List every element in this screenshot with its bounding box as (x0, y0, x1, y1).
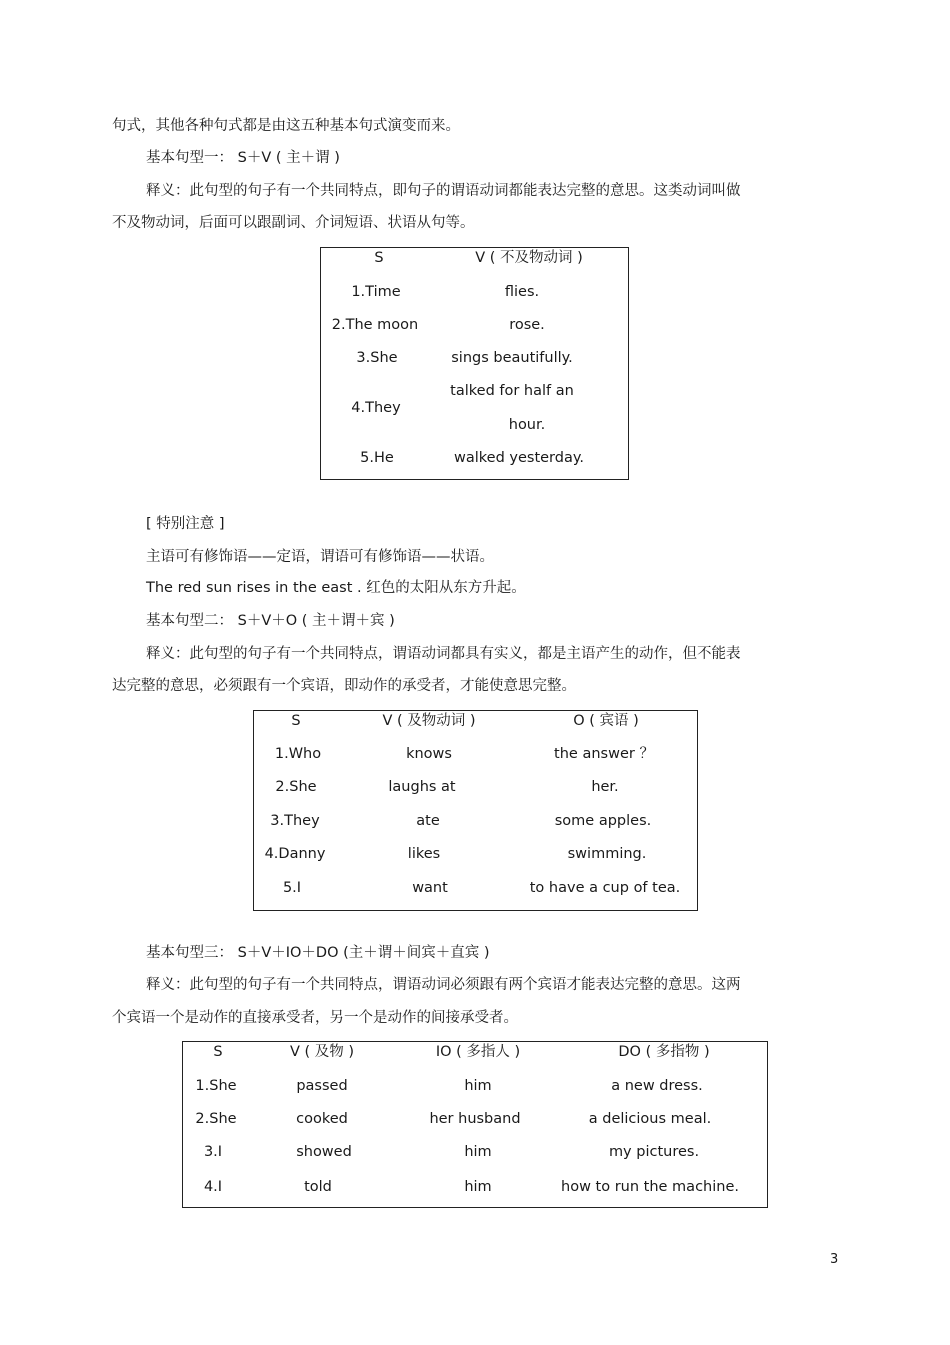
table-header: S (374, 250, 384, 266)
table-cell: him (464, 1144, 492, 1160)
page-number: 3 (830, 1252, 839, 1267)
table-cell: how to run the machine. (561, 1179, 739, 1195)
paragraph-line: 主语可有修饰语——定语，谓语可有修饰语——状语。 (146, 549, 494, 565)
paragraph-line: 达完整的意思，必须跟有一个宾语，即动作的承受者，才能使意思完整。 (112, 678, 576, 694)
table-cell: 3.She (356, 350, 398, 366)
example-sentence: The red sun rises in the east . 红色的太阳从东方升起。 (146, 580, 526, 596)
table-cell: some apples. (554, 813, 652, 829)
table-cell: a delicious meal. (588, 1111, 712, 1127)
table-pattern-three (182, 1041, 768, 1208)
table-header: DO ( 多指物 ) (618, 1044, 710, 1060)
pattern-one-heading: 基本句型一： S＋V ( 主＋谓 ) (146, 150, 340, 166)
pattern-two-heading: 基本句型二： S＋V＋O ( 主＋谓＋宾 ) (146, 613, 395, 629)
table-cell: her. (591, 779, 619, 795)
table-cell: swimming. (567, 846, 647, 862)
pattern-three-heading: 基本句型三： S＋V＋IO＋DO (主＋谓＋间宾＋直宾 ) (146, 945, 490, 961)
table-cell: the answer ？ (554, 746, 654, 762)
table-cell: 1.Who (274, 746, 322, 762)
table-cell: 2.She (195, 1111, 237, 1127)
table-cell: 3.They (270, 813, 320, 829)
table-cell: 5.He (360, 450, 394, 466)
table-header: S (213, 1044, 223, 1060)
table-cell: a new dress. (611, 1078, 703, 1094)
table-header: O ( 宾语 ) (573, 713, 639, 729)
table-cell: passed (296, 1078, 348, 1094)
table-cell: 3.I (203, 1144, 223, 1160)
table-cell: him (464, 1078, 492, 1094)
table-cell: ate (416, 813, 440, 829)
table-cell: walked yesterday. (454, 450, 584, 466)
table-cell: 4.I (203, 1179, 223, 1195)
table-cell: laughs at (388, 779, 456, 795)
table-cell: my pictures. (608, 1144, 700, 1160)
table-cell: flies. (504, 284, 540, 300)
paragraph-line: 释义：此句型的句子有一个共同特点，谓语动词都具有实义，都是主语产生的动作，但不能表 (146, 646, 741, 662)
table-cell: 2.The moon (331, 317, 419, 333)
table-header: V ( 及物动词 ) (382, 713, 476, 729)
special-note-heading: [ 特别注意 ] (146, 516, 225, 532)
table-cell: cooked (296, 1111, 348, 1127)
table-cell: talked for half an (450, 383, 574, 399)
table-cell: 2.She (275, 779, 317, 795)
paragraph-line: 释义：此句型的句子有一个共同特点，谓语动词必须跟有两个宾语才能表达完整的意思。这两 (146, 977, 741, 993)
table-pattern-one (320, 247, 629, 480)
table-cell: him (464, 1179, 492, 1195)
table-header: S (291, 713, 301, 729)
paragraph-line: 个宾语一个是动作的直接承受者，另一个是动作的间接承受者。 (112, 1010, 518, 1026)
table-header: IO ( 多指人 ) (435, 1044, 521, 1060)
table-cell: 1.She (195, 1078, 237, 1094)
table-cell: likes (407, 846, 441, 862)
table-pattern-two (253, 710, 698, 911)
paragraph-line: 句式，其他各种句式都是由这五种基本句式演变而来。 (112, 118, 460, 134)
table-cell: sings beautifully. (451, 350, 573, 366)
paragraph-line: 释义：此句型的句子有一个共同特点，即句子的谓语动词都能表达完整的意思。这类动词叫做 (146, 183, 741, 199)
table-cell: her husband (429, 1111, 521, 1127)
table-cell: want (412, 880, 448, 896)
table-cell: to have a cup of tea. (529, 880, 681, 896)
table-cell: 1.Time (351, 284, 401, 300)
table-cell: rose. (509, 317, 545, 333)
table-cell: showed (296, 1144, 352, 1160)
table-header: V ( 及物 ) (289, 1044, 355, 1060)
paragraph-line: 不及物动词，后面可以跟副词、介词短语、状语从句等。 (112, 215, 475, 231)
table-cell: 4.Danny (264, 846, 326, 862)
table-cell: 4.They (351, 400, 401, 416)
table-cell: hour. (508, 417, 546, 433)
table-cell: told (304, 1179, 332, 1195)
table-cell: 5.I (282, 880, 302, 896)
table-cell: knows (406, 746, 452, 762)
table-header: V ( 不及物动词 ) (475, 250, 583, 266)
